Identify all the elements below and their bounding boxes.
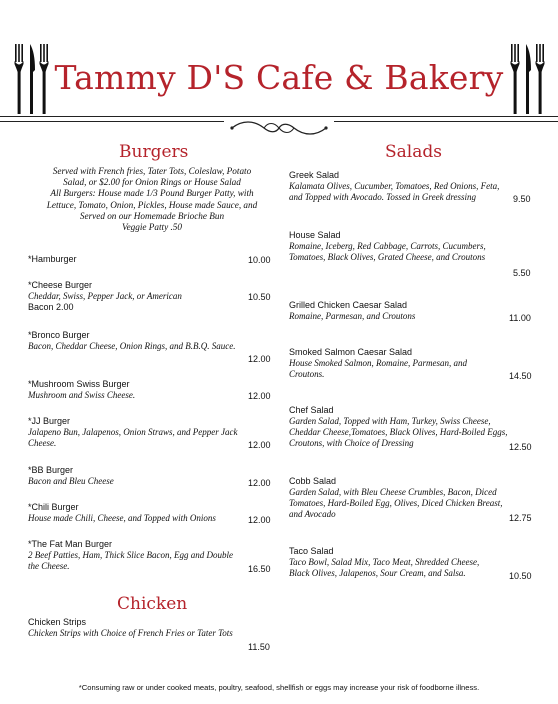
chicken-section-title: Chicken <box>117 594 188 614</box>
item-description: Tomatoes, Black Olives, Grated Cheese, and Croutons <box>289 252 486 263</box>
item-name: *Bronco Burger <box>28 330 90 340</box>
item-price: 12.00 <box>248 478 271 488</box>
menu-item <box>28 416 278 449</box>
item-name: *JJ Burger <box>28 416 71 426</box>
header-rule <box>0 116 558 117</box>
item-description: Kalamata Olives, Cucumber, Tomatoes, Red Onions, Feta, <box>289 181 500 191</box>
item-price: 12.00 <box>248 391 271 401</box>
item-description: Croutons. <box>289 369 325 380</box>
menu-item <box>289 476 539 521</box>
item-name: Smoked Salmon Caesar Salad <box>289 347 413 357</box>
item-description: and Avocado <box>289 509 336 520</box>
item-name: *Mushroom Swiss Burger <box>28 379 130 389</box>
menu-item <box>289 300 539 322</box>
item-description: and Topped with Avocado. Tossed in Greek dressing <box>289 192 477 203</box>
intro-line: Served with French fries, Tater Tots, Coleslaw, Potato <box>52 166 252 176</box>
item-description: Croutons, with Choice of Dressing <box>289 438 414 449</box>
menu-item <box>28 502 278 524</box>
item-name: Grilled Chicken Caesar Salad <box>289 300 408 310</box>
item-price: 12.00 <box>248 440 271 450</box>
intro-line: All Burgers: House made 1/3 Pound Burger Patty, with <box>50 188 254 199</box>
intro-line: Salad, or $2.00 for Onion Rings or House Salad <box>63 177 241 188</box>
item-name: Cobb Salad <box>289 476 337 486</box>
item-name: Taco Salad <box>289 546 334 556</box>
item-description: Garden Salad, with Bleu Cheese Crumbles, Bacon, Diced <box>289 487 497 497</box>
item-description: Cheddar Cheese,Tomatoes, Black Olives, Hard-Boiled Eggs, <box>289 427 508 438</box>
item-price: 11.00 <box>509 313 531 323</box>
item-name: House Salad <box>289 230 341 240</box>
item-description: Taco Bowl, Salad Mix, Taco Meat, Shredded Cheese, <box>289 557 480 567</box>
item-description: 2 Beef Patties, Ham, Thick Slice Bacon, Egg and Double <box>28 550 233 560</box>
menu-item <box>28 254 278 265</box>
menu-item <box>28 539 278 572</box>
item-name: Chicken Strips <box>28 617 87 627</box>
burgers-intro <box>22 166 282 233</box>
menu-item <box>289 347 539 380</box>
intro-line: Veggie Patty .50 <box>122 222 182 233</box>
menu-item <box>28 330 278 352</box>
item-description: Bacon and Bleu Cheese <box>28 476 114 486</box>
item-description: Romaine, Parmesan, and Croutons <box>289 311 416 321</box>
menu-item <box>28 617 278 639</box>
item-addon: Bacon 2.00 <box>28 302 74 313</box>
item-price: 10.50 <box>509 571 532 581</box>
item-description: House made Chili, Cheese, and Topped with Onions <box>28 513 216 523</box>
item-description: Romaine, Iceberg, Red Cabbage, Carrots, Cucumbers, <box>289 241 486 251</box>
item-name: Greek Salad <box>289 170 340 180</box>
item-name: *Chili Burger <box>28 502 79 512</box>
flourish-divider-icon <box>224 119 334 137</box>
intro-line: Lettuce, Tomato, Onion, Pickles, House made Sauce, and <box>46 199 258 210</box>
item-name: *Cheese Burger <box>28 280 93 290</box>
item-price: 14.50 <box>509 371 532 381</box>
item-description: House Smoked Salmon, Romaine, Parmesan, and <box>289 358 467 368</box>
item-description: Cheddar, Swiss, Pepper Jack, or American <box>28 291 182 301</box>
menu-item <box>28 379 278 401</box>
item-description: Black Olives, Jalapenos, Sour Cream, and Salsa. <box>289 568 466 579</box>
item-name: *Hamburger <box>28 254 77 264</box>
menu-item <box>28 465 278 487</box>
item-price: 12.00 <box>248 354 271 364</box>
item-price: 10.00 <box>248 255 271 265</box>
item-description: Tomatoes, Hard-Boiled Egg, Olives, Diced Chicken Breast, <box>289 498 503 509</box>
item-name: *The Fat Man Burger <box>28 539 113 549</box>
item-price: 5.50 <box>513 268 531 278</box>
intro-line: Served on our Homemade Brioche Bun <box>79 210 225 221</box>
menu-item <box>289 230 539 263</box>
item-description: Cheese. <box>28 438 57 449</box>
restaurant-title: Tammy D'S Cafe & Bakery <box>54 58 504 97</box>
menu-item <box>289 405 539 450</box>
item-price: 16.50 <box>248 564 271 574</box>
item-description: Garden Salad, Topped with Ham, Turkey, Swiss Cheese, <box>289 416 491 426</box>
item-name: Chef Salad <box>289 405 334 415</box>
menu-item <box>289 170 539 203</box>
item-name: *BB Burger <box>28 465 74 475</box>
item-price: 12.75 <box>509 513 532 523</box>
item-price: 12.50 <box>509 442 532 452</box>
item-price: 10.50 <box>248 292 271 302</box>
item-description: Bacon, Cheddar Cheese, Onion Rings, and B.B.Q. Sauce. <box>28 341 236 351</box>
item-description: the Cheese. <box>28 561 70 572</box>
salads-section-title: Salads <box>385 142 442 162</box>
menu-item <box>28 280 278 313</box>
item-price: 12.00 <box>248 515 271 525</box>
item-description: Jalapeno Bun, Jalapenos, Onion Straws, and Pepper Jack <box>28 427 238 437</box>
item-description: Mushroom and Swiss Cheese. <box>28 390 136 400</box>
item-price: 9.50 <box>513 194 531 204</box>
item-description: Chicken Strips with Choice of French Fries or Tater Tots <box>28 628 233 638</box>
menu-item <box>289 546 539 579</box>
item-price: 11.50 <box>248 642 270 652</box>
food-safety-disclaimer: *Consuming raw or under cooked meats, poultry, seafood, shellfish or eggs may increase your risk of foodborne illness. <box>78 683 480 692</box>
burgers-section-title: Burgers <box>119 142 189 162</box>
